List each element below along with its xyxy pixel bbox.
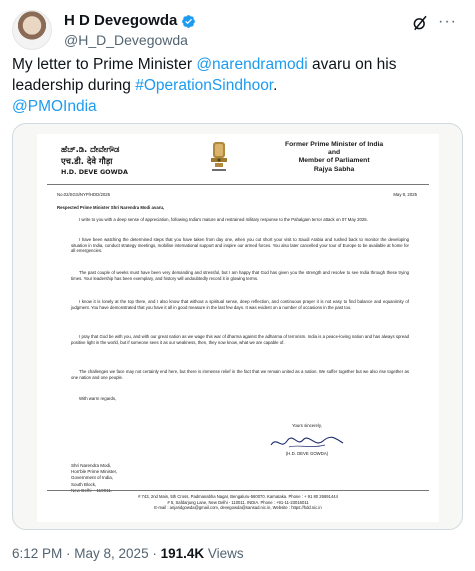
avatar[interactable] [12, 10, 52, 50]
media-attachment[interactable] [12, 123, 463, 530]
mention-narendramodi[interactable]: @narendramodi [196, 56, 308, 73]
views-label: Views [204, 546, 244, 561]
letterhead-title: Former Prime Minister of India [285, 141, 384, 148]
view-count: 191.4K [160, 546, 205, 561]
tweet-date[interactable]: May 8, 2025 [74, 546, 149, 561]
footer-line: # 5, Safdarjung Lane, New Delhi - 110011. INDIA. Phone : +91-11-23016011 [167, 499, 309, 505]
paragraph-5: I pray that God be with you, and with our great nation as we wage this war of dharma against the adharma of terrorism. India is a peace-loving nation and has always spread positive light in the world, but if someone sees it as our weakness, then, they now know, what we are capable of. [71, 334, 409, 345]
footer-line: E-mail : anjaridgowda@gmail.com, devegowda@sansad.nic.in, Website : https://hdd.nic.in [154, 505, 322, 511]
author-handle[interactable]: @H_D_Devegowda [64, 32, 188, 48]
author-name[interactable]: H D Devegowda [64, 12, 178, 29]
meta-separator: · [62, 546, 75, 561]
address-line: New Delhi – 110011. [71, 487, 113, 493]
address-line: Government of India, [71, 475, 114, 481]
letterhead-kannada: ಹೆಚ್.ಡಿ. ದೇವೇಗೌಡ [61, 144, 120, 154]
tweet-meta [12, 546, 244, 561]
author-info[interactable] [64, 12, 196, 49]
tweet-text [12, 54, 464, 117]
tweet-text-part: My letter to Prime Minister [12, 56, 197, 73]
salutation: Respected Prime Minister Shri Narendra Modi avaru, [57, 205, 165, 210]
national-emblem-icon [208, 140, 230, 174]
footer-line: # 743, 2nd Main, 5th Cross, Padmanabha Nagar, Bengaluru-560070. Karnataka. Phone : + 91 80 26691444 [138, 494, 338, 499]
verified-badge-icon [181, 14, 196, 29]
letter-date: May 8, 2025 [393, 192, 417, 197]
paragraph-4: I know it is lonely at the top there, and I also know that without a spiritual sense, deep reflection, and continuous prayer it is not easy to find balance and equanimity of judgment. You have demonstrated that you have it all in good measure in the last few days. It was evident on a number of occasions in the past too. [71, 299, 409, 310]
name-row [64, 12, 196, 30]
paragraph-3: The past couple of weeks must have been very demanding and stressful, but I am happy that God has given you the strength and resolve to see India through these trying times. Your leadership has been exemplary, and history will undoubtedly record it in glowing terms. [71, 270, 409, 281]
signatory-name: (H.D. DEVE GOWDA) [285, 451, 329, 456]
paragraph-1: I write to you with a deep sense of appreciation, following India's mature and restrained military response to the Pahalgam terror attack on 07 May 2025. [79, 217, 368, 222]
letterhead-divider [47, 184, 429, 185]
tweet-text-part: . [273, 77, 278, 94]
address-line: South Block, [71, 481, 97, 487]
reference-number: No.02/SGS/NYP/HDD/2025 [57, 192, 111, 197]
letterhead-hindi: एच.डी. देवे गौड़ा [61, 155, 113, 166]
letterhead-english: H.D. DEVE GOWDA [61, 168, 128, 176]
tweet-header [12, 8, 463, 48]
letterhead-member: Member of Parliament [298, 157, 370, 165]
letterhead-and: and [328, 149, 341, 157]
address-line: Shri Narendra Modi, [71, 463, 112, 468]
regards: With warm regards, [79, 396, 117, 401]
letterhead-right [285, 141, 383, 174]
letter-image [37, 134, 439, 522]
reference-row [57, 192, 417, 197]
more-options-icon[interactable]: ··· [438, 13, 457, 30]
meta-separator: · [148, 546, 161, 561]
letterhead-left [61, 144, 128, 179]
letterhead-house: Rajya Sabha [313, 165, 355, 173]
closing: Yours sincerely, [292, 423, 322, 428]
grok-icon[interactable] [411, 14, 429, 32]
hashtag-operationsindhoor[interactable]: #OperationSindhoor [135, 77, 274, 94]
tweet-text-part: avaru on his leadership during [12, 56, 397, 94]
address-line: Hon'ble Prime Minister, [71, 469, 118, 475]
footer-divider [47, 490, 429, 491]
paragraph-6: The challenges we face may not certainly end here, but there is immense relief in the fact that we remain united as a nation. We suffer together but we also rise together as one nation and one people. [71, 369, 409, 380]
letter-footer [47, 494, 429, 511]
signature-icon [267, 432, 347, 452]
tweet-time[interactable]: 6:12 PM [12, 546, 63, 561]
paragraph-2: I have been watching the determined steps that you have taken from day one, when you cut short your visit to Saudi Arabia and rushed back to monitor the developing situation in India, conduct strategy meetings, mobilise international support and inspire our armed forces. You also later cancelled your tour of Europe to be available at home for all emergencies. [71, 237, 409, 253]
mention-pmoindia[interactable]: @PMOIndia [12, 98, 97, 115]
